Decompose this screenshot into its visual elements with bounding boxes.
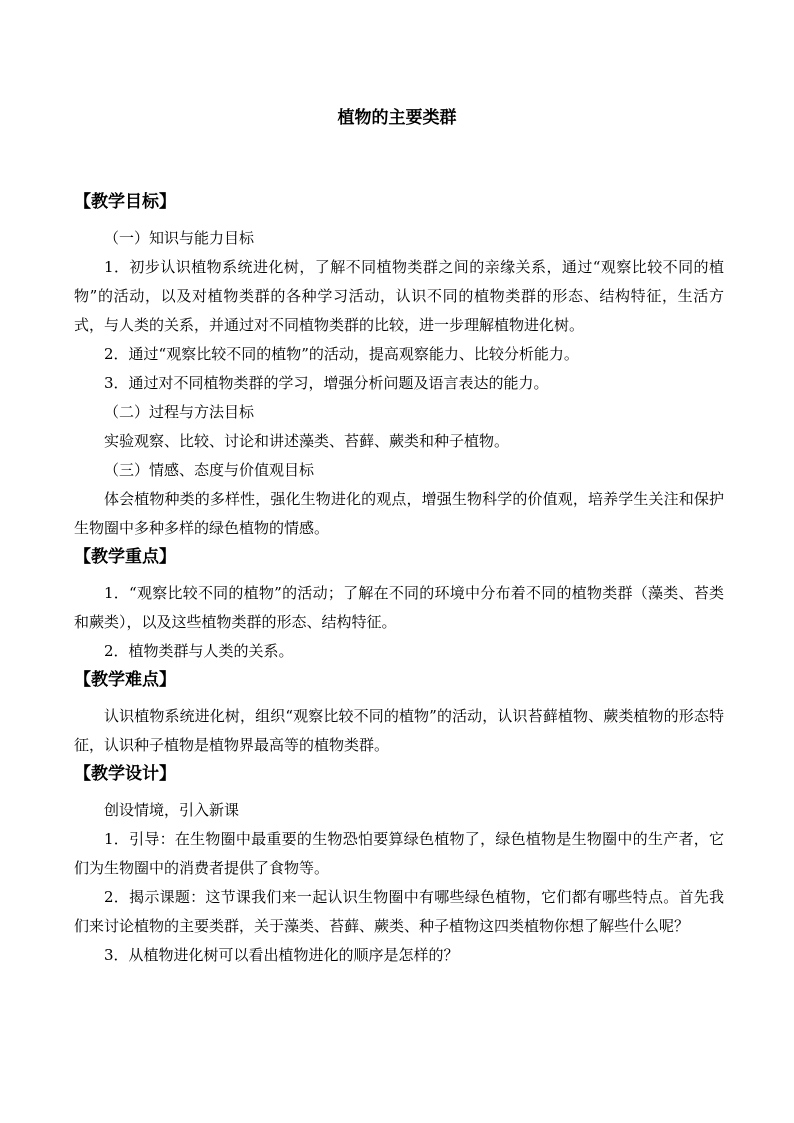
section-heading-teaching-design: 【教学设计】 xyxy=(74,764,176,784)
paragraph: 1．“观察比较不同的植物”的活动；了解在不同的环境中分布着不同的植物类群（藻类、苔类和蕨类），以及这些植物类群的形态、结构特征。 xyxy=(74,584,724,631)
paragraph: 2．植物类群与人类的关系。 xyxy=(104,642,294,660)
document-title: 植物的主要类群 xyxy=(337,108,457,128)
paragraph: 1．初步认识植物系统进化树，了解不同植物类群之间的亲缘关系，通过“观察比较不同的植物”的活动，以及对植物类群的各种学习活动，认识不同的植物类群的形态、结构特征，生活方式，与人类的关系，并通过对不同植物类群的比较，进一步理解植物进化树。 xyxy=(74,258,724,334)
section-heading-key-points: 【教学重点】 xyxy=(74,547,176,567)
paragraph: 2．揭示课题：这节课我们来一起认识生物圈中有哪些绿色植物，它们都有哪些特点。首先我们来讨论植物的主要类群，关于藻类、苔藓、蕨类、种子植物这四类植物你想了解些什么呢？ xyxy=(74,888,724,935)
paragraph: 认识植物系统进化树，组织“观察比较不同的植物”的活动，认识苔藓植物、蕨类植物的形态特征，认识种子植物是植物界最高等的植物类群。 xyxy=(74,707,724,754)
paragraph: 3．从植物进化树可以看出植物进化的顺序是怎样的？ xyxy=(104,946,459,964)
subheading-emotion-values: （三）情感、态度与价值观目标 xyxy=(104,461,315,479)
paragraph: 实验观察、比较、讨论和讲述藻类、苔藓、蕨类和种子植物。 xyxy=(104,432,510,450)
paragraph: 体会植物种类的多样性，强化生物进化的观点，增强生物科学的价值观，培养学生关注和保护生物圈中多种多样的绿色植物的情感。 xyxy=(74,490,724,537)
document-body xyxy=(74,188,724,970)
paragraph: 3．通过对不同植物类群的学习，增强分析问题及语言表达的能力。 xyxy=(104,374,549,392)
paragraph: 2．通过“观察比较不同的植物”的活动，提高观察能力、比较分析能力。 xyxy=(104,345,579,363)
paragraph: 创设情境，引入新课 xyxy=(104,801,240,819)
section-heading-teaching-goals: 【教学目标】 xyxy=(74,192,176,212)
paragraph: 1．引导：在生物圈中最重要的生物恐怕要算绿色植物了，绿色植物是生物圈中的生产者，它们为生物圈中的消费者提供了食物等。 xyxy=(74,830,724,877)
section-heading-difficulties: 【教学难点】 xyxy=(74,670,176,690)
subheading-knowledge-ability: （一）知识与能力目标 xyxy=(104,229,255,247)
subheading-process-method: （二）过程与方法目标 xyxy=(104,403,255,421)
